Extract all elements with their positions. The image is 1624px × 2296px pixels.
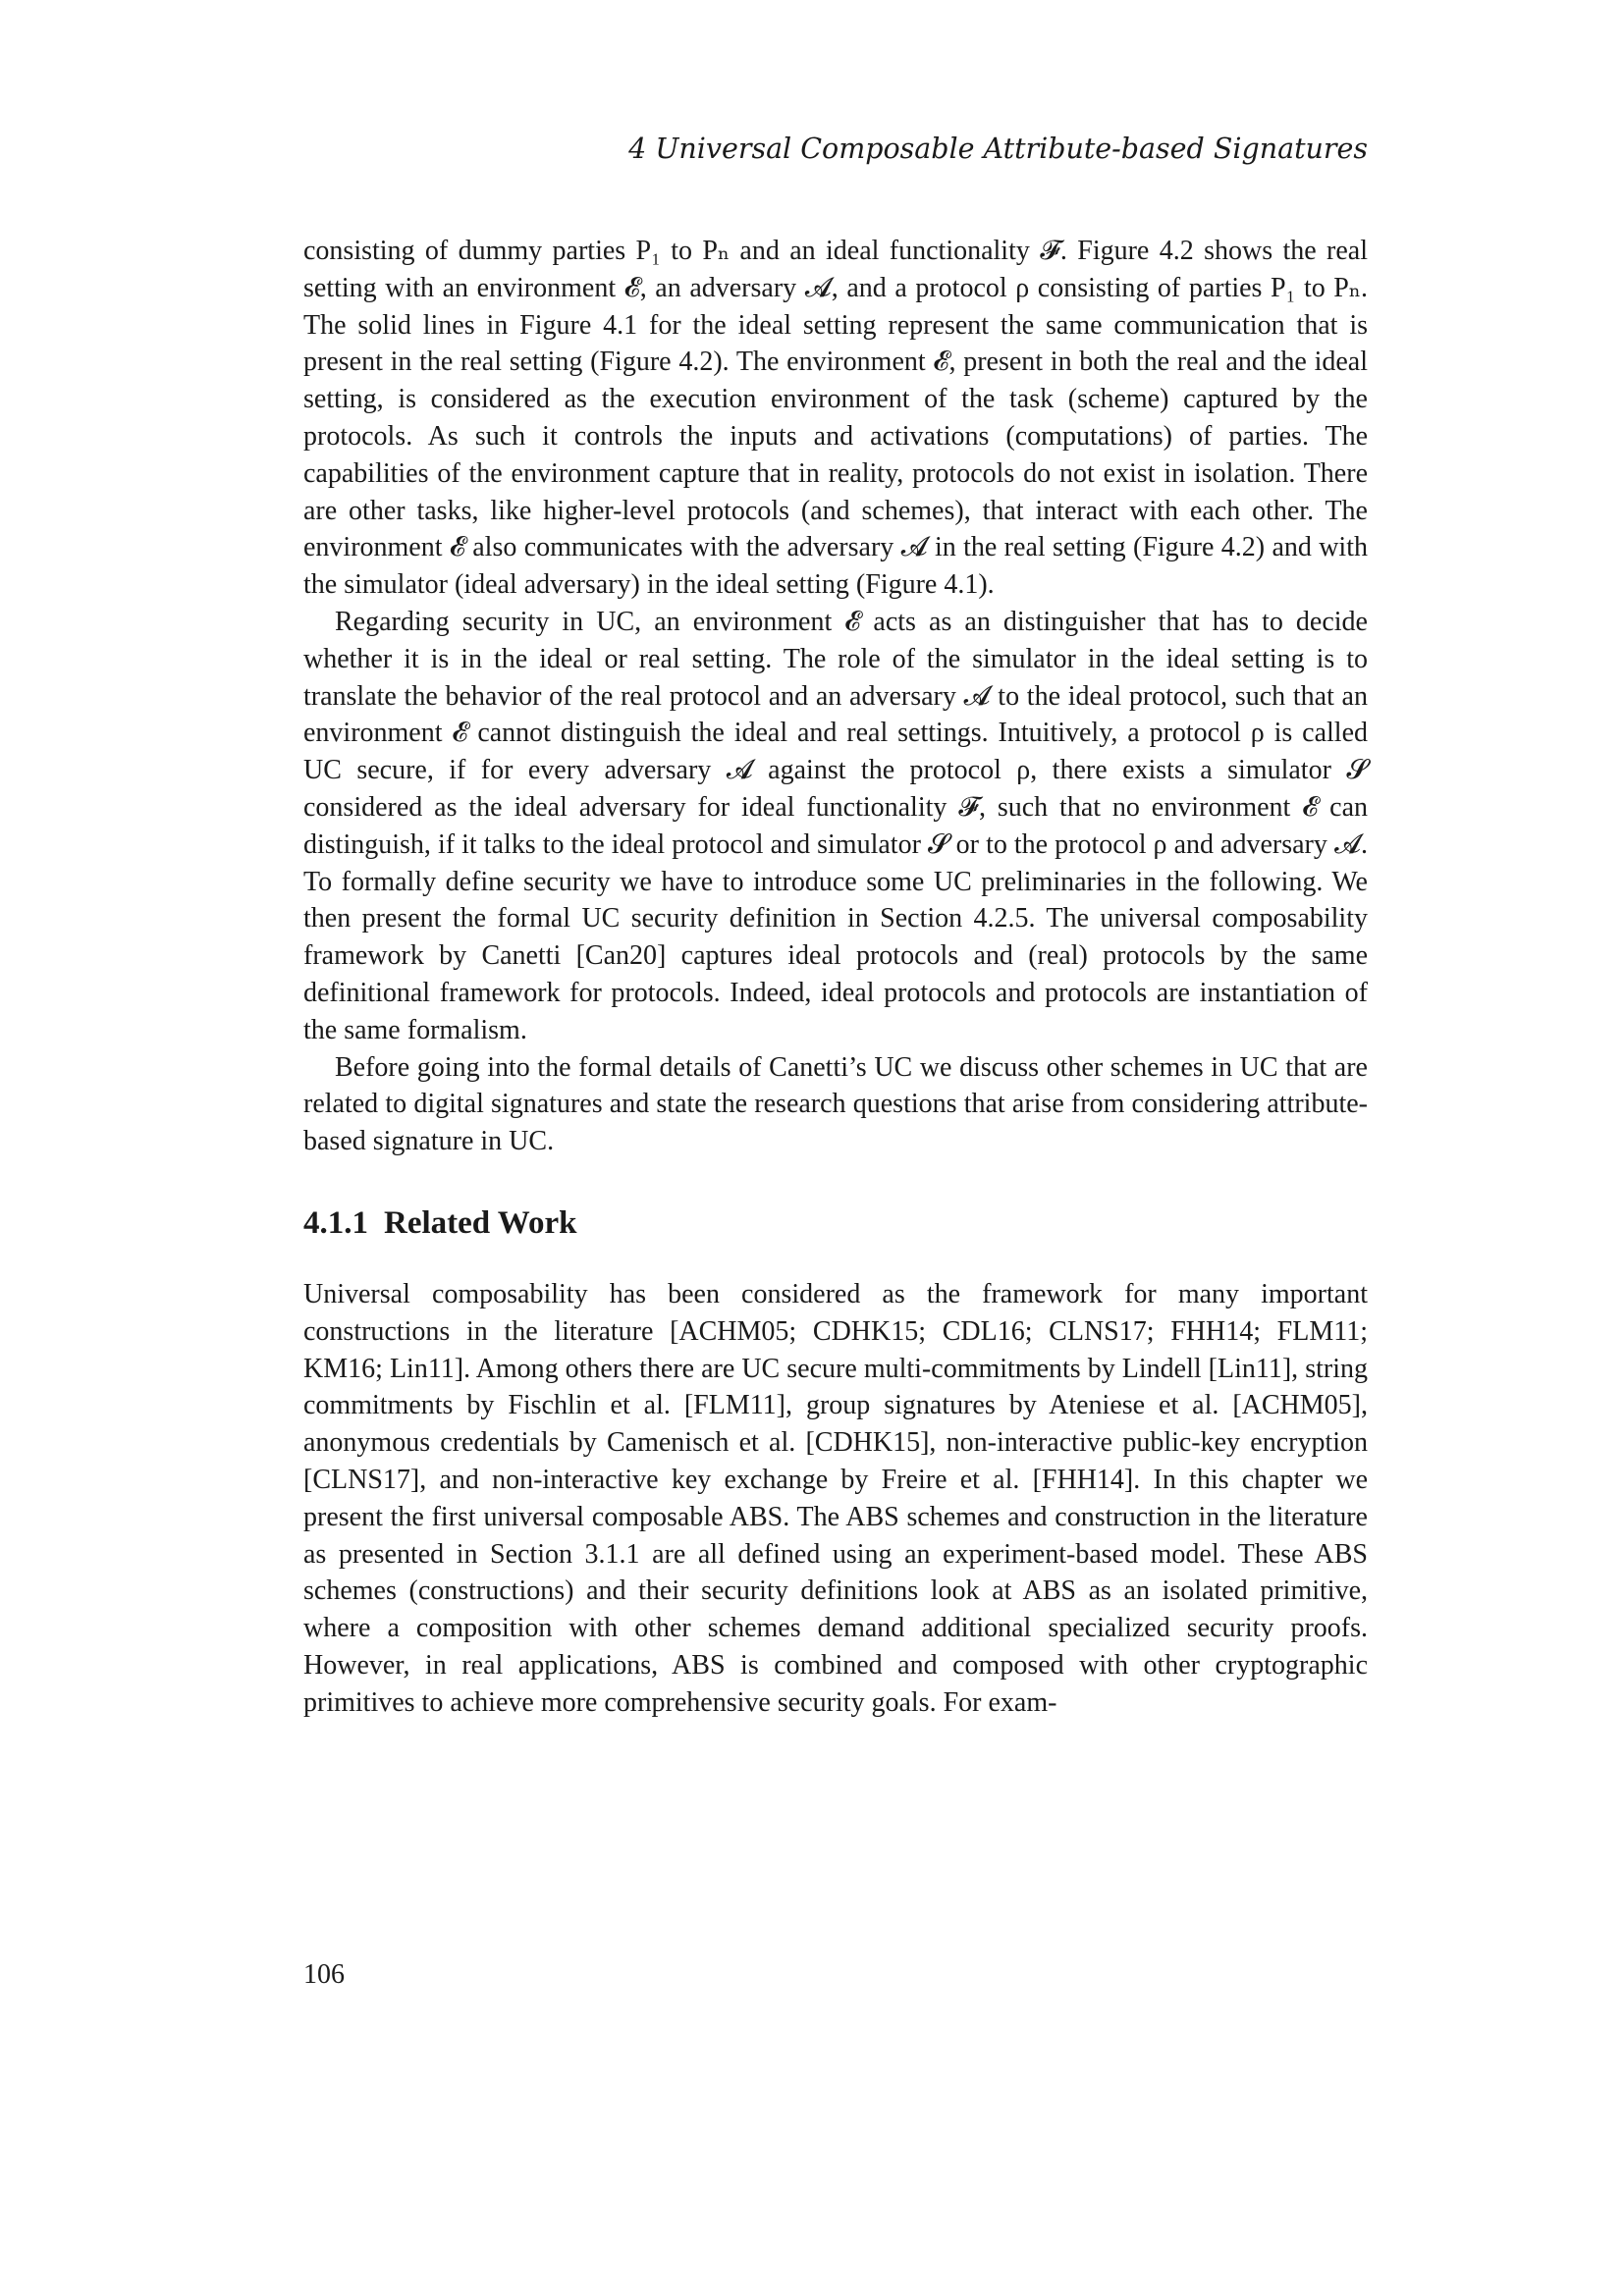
paragraph: Regarding security in UC, an environment 𝓔 acts as an distinguisher that has to decide whether it is in the ideal or real setting. The role of the simulator in the ideal setting is to translate the behavior of the real protocol and an adversary 𝓐 to the ideal protocol, such that an environment 𝓔 cannot distinguish the ideal and real settings. Intuitively, a protocol ρ is called UC secure, if for every adversary 𝓐 against the protocol ρ, there exists a simulator 𝓢 considered as the ideal adversary for ideal functionality 𝓕, such that no environment 𝓔 can distinguish, if it talks to the ideal protocol and simulator 𝓢 or to the protocol ρ and adversary 𝓐. To formally define security we have to introduce some UC preliminaries in the following. We then present the formal UC security definition in Section 4.2.5. The universal composability framework by Canetti [Can20] captures ideal protocols and (real) protocols by the same definitional framework for protocols. Indeed, ideal protocols and protocols are instantiation of the same formalism. (303, 606, 1368, 1045)
paragraph: consisting of dummy parties P₁ to Pₙ and an ideal functionality 𝓕. Figure 4.2 shows the real setting with an environment 𝓔, an adversary 𝓐, and a protocol ρ consisting of parties P₁ to Pₙ. The solid lines in Figure 4.1 for the ideal setting represent the same communication that is present in the real setting (Figure 4.2). The environment 𝓔, present in both the real and the ideal setting, is considered as the execution environment of the task (scheme) captured by the protocols. As such it controls the inputs and activations (computations) of parties. The capabilities of the environment capture that in reality, protocols do not exist in isolation. There are other tasks, like higher-level protocols (and schemes), that interact with each other. The environment 𝓔 also communicates with the adversary 𝓐 in the real setting (Figure 4.2) and with the simulator (ideal adversary) in the ideal setting (Figure 4.1). (303, 236, 1368, 601)
body-text (303, 233, 1368, 1721)
section-title: Related Work (384, 1204, 577, 1241)
section-number: 4.1.1 (303, 1204, 368, 1241)
page-number: 106 (303, 1959, 345, 1990)
running-head: 4 Universal Composable Attribute-based Signatures (628, 133, 1368, 165)
paragraph: Before going into the formal details of Canetti’s UC we discuss other schemes in UC that are related to digital signatures and state the research questions that arise from considering attribute-based signature in UC. (303, 1051, 1368, 1157)
paragraph: Universal composability has been considered as the framework for many important constructions in the literature [ACHM05; CDHK15; CDL16; CLNS17; FHH14; FLM11; KM16; Lin11]. Among others there are UC secure multi-commitments by Lindell [Lin11], string commitments by Fischlin et al. [FLM11], group signatures by Ateniese et al. [ACHM05], anonymous credentials by Camenisch et al. [CDHK15], non-interactive public-key encryption [CLNS17], and non-interactive key exchange by Freire et al. [FHH14]. In this chapter we present the first universal composable ABS. The ABS schemes and construction in the literature as presented in Section 3.1.1 are all defined using an experiment-based model. These ABS schemes (constructions) and their security definitions look at ABS as an isolated primitive, where a composition with other schemes demand additional specialized security proofs. However, in real applications, ABS is combined and composed with other cryptographic primitives to achieve more comprehensive security goals. For exam- (303, 1278, 1368, 1718)
section-heading (303, 1203, 1368, 1243)
